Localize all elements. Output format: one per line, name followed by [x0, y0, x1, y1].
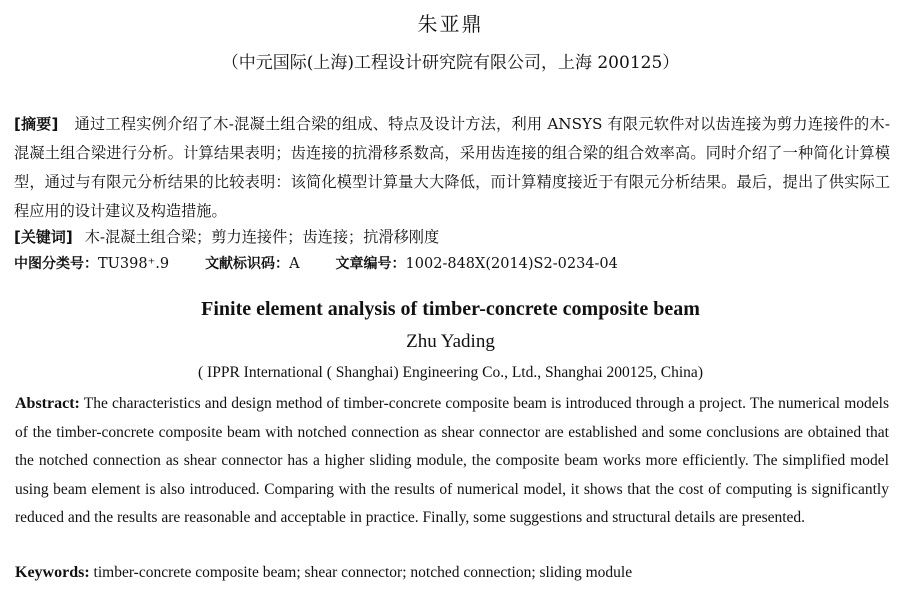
- keywords-label-cn: [关键词]: [14, 228, 73, 246]
- author-name-en: Zhu Yading: [406, 331, 495, 352]
- affiliation-cn: （中元国际(上海)工程设计研究院有限公司，上海 200125）: [221, 53, 680, 73]
- abstract-cn: [14, 110, 890, 226]
- clc-number: [14, 256, 169, 272]
- author-name-cn: 朱亚鼎: [417, 12, 484, 36]
- classification-row: [14, 253, 618, 275]
- article-no-label: 文章编号：: [335, 256, 406, 272]
- abstract-text-cn: 通过工程实例介绍了木-混凝土组合梁的组成、特点及设计方法，利用 ANSYS 有限元软件对以齿连接为剪力连接件的木-混凝土组合梁进行分析。计算结果表明；齿连接的抗滑移系数高，采用齿连接的组合梁的组合效率高。同时介绍了一种简化计算模型，通过与有限元分析结果的比较表明：该简化模型计算量大大降低，而计算精度接近于有限元分析结果。最后，提出了供实际工程应用的设计建议及构造措施。: [14, 115, 890, 220]
- clc-label: 中图分类号：: [14, 256, 98, 272]
- abstract-label-cn: [摘要]: [14, 115, 59, 133]
- keywords-text-en: timber-concrete composite beam; shear connector; notched connection; sliding module: [93, 564, 633, 581]
- doc-code-value: A: [289, 256, 300, 272]
- keywords-cn: [14, 226, 890, 248]
- affiliation-en: ( IPPR International ( Shanghai) Engineering Co., Ltd., Shanghai 200125, China): [198, 364, 703, 381]
- keywords-en: [15, 562, 889, 584]
- clc-value: TU398⁺.9: [98, 256, 170, 272]
- abstract-en: [15, 390, 889, 533]
- article-number: [336, 256, 618, 272]
- keywords-text-cn: 木-混凝土组合梁；剪力连接件；齿连接；抗滑移刚度: [84, 228, 440, 246]
- article-no-value: 1002-848X(2014)S2-0234-04: [405, 256, 618, 272]
- abstract-text-en: The characteristics and design method of timber-concrete composite beam is introduced through a project. The numerical models of the timber-concrete composite beam with notched connection as shear connector are established and some conclusions are obtained that the notched connection as shear connector has a higher sliding module, the composite beam works more efficiently. The simplified model using beam element is also introduced. Comparing with the results of numerical model, it shows that the cost of computing is significantly reduced and the results are reasonable and acceptable in practice. Finally, some suggestions and structural details are presented.: [15, 395, 889, 527]
- keywords-label-en: Keywords:: [15, 564, 90, 581]
- paper-title-en: Finite element analysis of timber-concrete composite beam: [201, 298, 700, 320]
- document-code: [205, 256, 299, 272]
- abstract-label-en: Abstract:: [15, 395, 80, 412]
- doc-code-label: 文献标识码：: [205, 256, 290, 272]
